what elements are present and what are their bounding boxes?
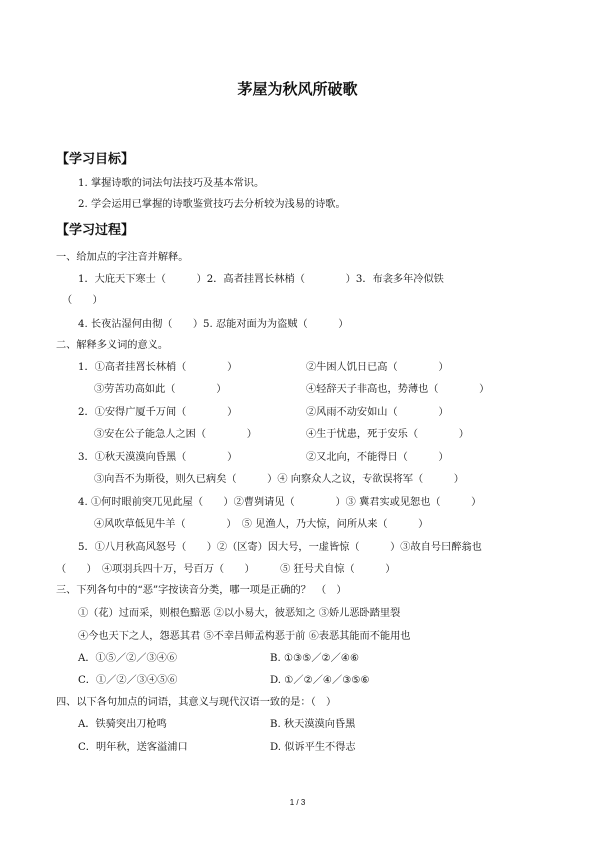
question-line: ③向吾不为斯役，则久已病矣（ ）④ 向察众人之议，专欲误将军（ ） (94, 474, 464, 485)
question-line: ①（花）过而采，则根色黯恶 ②以小易大，彼恶知之 ③娇儿恶卧踏里裂 (78, 608, 401, 619)
question-line: ②又北向，不能得日（ ） (306, 452, 449, 463)
question-line: ③安在公子能急人之困（ ） (94, 429, 257, 440)
question-heading: 二、解释多义词的意义。 (56, 340, 169, 351)
question-heading: 三、下列各句中的“恶”字按读音分类，哪一项是正确的？ （ ） (56, 585, 347, 596)
question-line: ④风吹草低见牛羊（ ） ⑤ 见渔人，乃大惊，问所从来（ ） (94, 519, 429, 530)
question-heading: 四、以下各句加点的词语，其意义与现代汉语一致的是：（ ） (56, 697, 337, 708)
question-line: 4. ①何时眼前突兀见此屋（ ）②曹刿请见（ ）③ 冀君实或见恕也（ ） (78, 497, 482, 508)
question-heading: 一、给加点的字注音并解释。 (56, 252, 189, 263)
question-line: （ ） (62, 295, 103, 306)
goal-item: 2. 学会运用已掌握的诗歌鉴赏技巧去分析较为浅易的诗歌。 (78, 199, 346, 210)
question-line: ②牛困人饥日已高（ ） (306, 362, 449, 373)
question-line: 1．①高者挂罥长林梢（ ） (78, 362, 238, 373)
answer-option: A．①⑤／②／③④⑥ (78, 653, 178, 664)
answer-option: B. ①③⑤／②／④⑥ (270, 653, 360, 664)
page-number: 1 / 3 (289, 798, 306, 807)
question-line: ③劳苦功高如此（ ） (94, 384, 227, 395)
question-line: 1．大庇天下寒士（ ）2．高者挂罥长林梢（ ）3．布衾多年冷似铁 (78, 274, 444, 285)
question-line: ④生于忧患，死于安乐（ ） (306, 429, 469, 440)
answer-option: C．明年秋，送客溢浦口 (78, 742, 188, 753)
page-title: 茅屋为秋风所破歌 (237, 80, 358, 98)
section-heading-goals: 【学习目标】 (56, 152, 135, 167)
question-line: 3．①秋天漠漠向昏黑（ ） (78, 452, 238, 463)
question-line: （ ） ④项羽兵四十万，号百万（ ） ⑤ 狂号犬自惊（ ） (56, 564, 396, 575)
question-line: ②风雨不动安如山（ ） (306, 407, 449, 418)
question-line: 5．①八月秋高风怒号（ ）②（区寄）因大号，一虚皆惊（ ）③故自号曰醉翁也 (78, 542, 482, 553)
section-heading-process: 【学习过程】 (56, 223, 135, 238)
question-line: ④轻辞天子非高也，势薄也（ ） (306, 384, 490, 395)
answer-option: A．铁骑突出刀枪鸣 (78, 719, 167, 730)
answer-option: C．①／②／③④⑤⑥ (78, 675, 178, 686)
answer-option: D. ①／②／④／③⑤⑥ (270, 675, 370, 686)
question-line: ④今也天下之人，怨恶其君 ⑤不幸吕师孟构恶于前 ⑥表恶其能而不能用也 (78, 631, 411, 642)
answer-option: B. 秋天漠漠向昏黑 (270, 719, 356, 730)
answer-option: D. 似诉平生不得志 (270, 742, 356, 753)
goal-item: 1. 掌握诗歌的词法句法技巧及基本常识。 (78, 178, 265, 189)
question-line: 2．①安得广厦千万间（ ） (78, 407, 238, 418)
question-line: 4. 长夜沾湿何由彻（ ）5. 忍能对面为为盗贼（ ） (78, 319, 349, 330)
